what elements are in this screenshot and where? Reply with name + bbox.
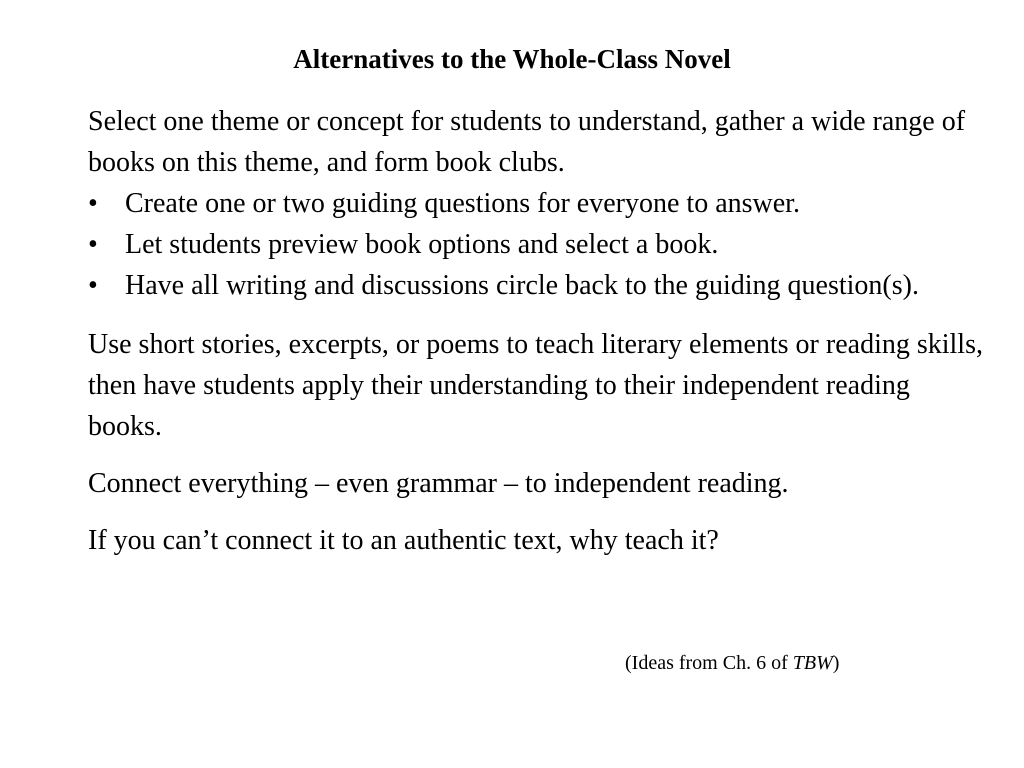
connect-paragraph: Connect everything – even grammar – to independent reading. xyxy=(88,468,789,499)
bullet-icon: • xyxy=(88,229,98,260)
authentic-text-paragraph: If you can’t connect it to an authentic text, why teach it? xyxy=(88,525,719,556)
bullet-text: Have all writing and discussions circle back to the guiding question(s). xyxy=(125,270,919,301)
bullet-icon: • xyxy=(88,270,98,301)
citation-suffix: ) xyxy=(832,652,840,674)
citation-prefix: (Ideas from Ch. 6 of xyxy=(625,652,793,674)
bullet-item xyxy=(88,265,988,306)
citation xyxy=(625,650,839,676)
short-texts-paragraph: Use short stories, excerpts, or poems to teach literary elements or reading skills, then have students apply their understanding to their independent reading books. xyxy=(88,329,983,442)
bullet-icon: • xyxy=(88,188,98,219)
bullet-list xyxy=(88,183,988,306)
intro-paragraph: Select one theme or concept for students to understand, gather a wide range of books on this theme, and form book clubs. xyxy=(88,106,966,178)
bullet-item xyxy=(88,224,988,265)
bullet-text: Let students preview book options and select a book. xyxy=(125,229,719,260)
bullet-item xyxy=(88,183,988,224)
bullet-text: Create one or two guiding questions for everyone to answer. xyxy=(125,188,800,219)
slide-body xyxy=(88,101,988,561)
citation-book-title: TBW xyxy=(792,652,833,674)
slide-title: Alternatives to the Whole-Class Novel xyxy=(293,44,731,74)
